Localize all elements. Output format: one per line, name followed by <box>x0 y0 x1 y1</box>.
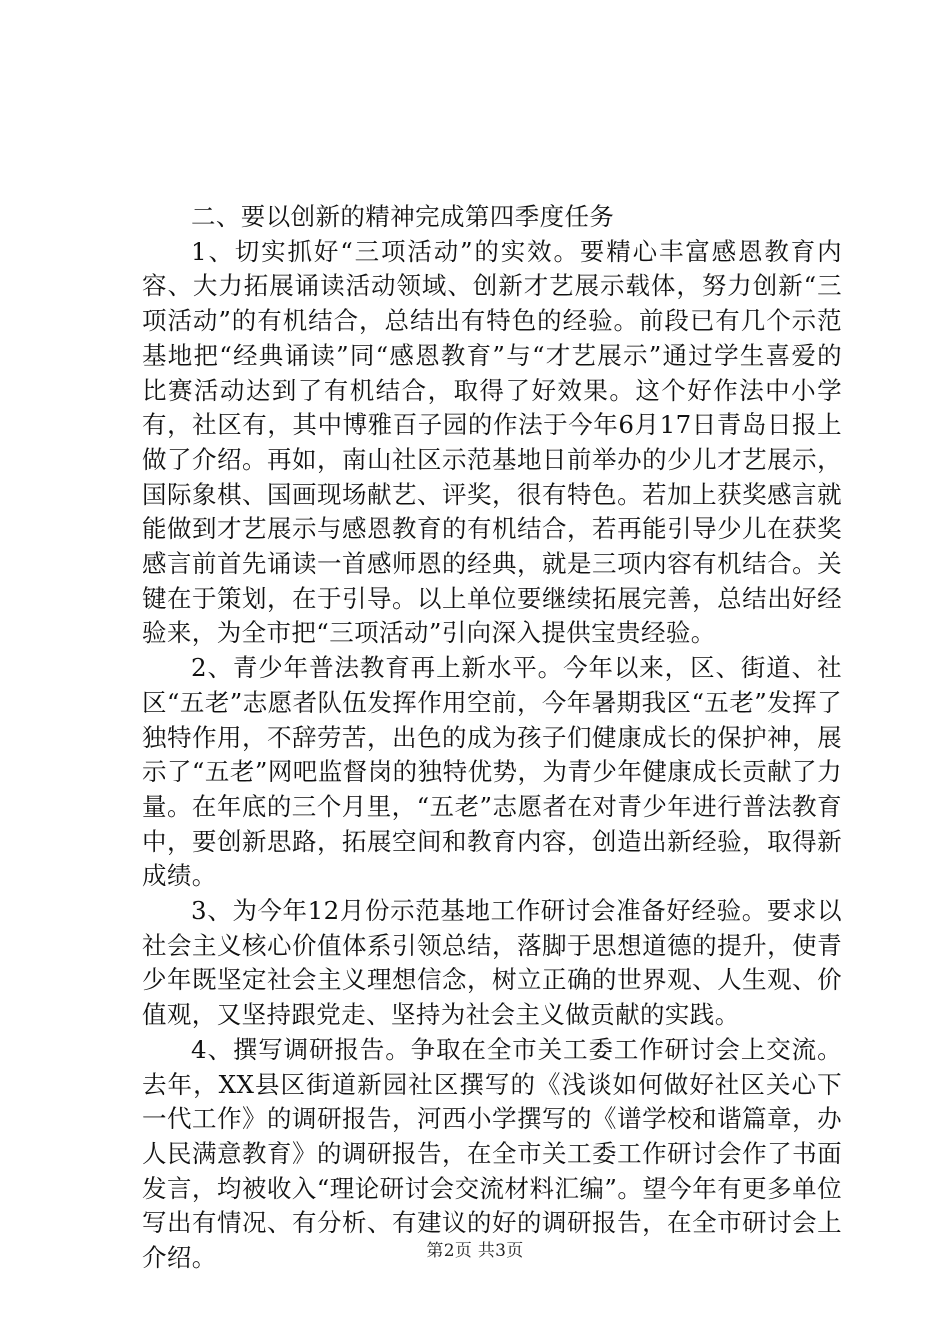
section-heading: 二、要以创新的精神完成第四季度任务 <box>191 202 615 231</box>
paragraph-2: 2、青少年普法教育再上新水平。今年以来，区、街道、社区“五老”志愿者队伍发挥作用空前，今年暑期我区“五老”发挥了独特作用，不辞劳苦，出色的成为孩子们健康成长的保护神，展示了“五老”网吧监督岗的独特优势，为青少年健康成长贡献了力量。在年底的三个月里，“五老”志愿者在对青少年进行普法教育中，要创新思路，拓展空间和教育内容，创造出新经验，取得新成绩。 <box>142 653 842 891</box>
paragraph-3: 3、为今年12月份示范基地工作研讨会准备好经验。要求以社会主义核心价值体系引领总结，落脚于思想道德的提升，使青少年既坚定社会主义理想信念，树立正确的世界观、人生观、价值观，又坚持跟党走、坚持为社会主义做贡献的实践。 <box>142 896 842 1030</box>
page-number-footer: 第2页 共3页 <box>426 1241 524 1261</box>
document-body <box>142 200 842 1276</box>
paragraph-4: 4、撰写调研报告。争取在全市关工委工作研讨会上交流。去年，XX县区街道新园社区撰写的《浅谈如何做好社区关心下一代工作》的调研报告，河西小学撰写的《谱学校和谐篇章，办人民满意教育》的调研报告，在全市关工委工作研讨会作了书面发言，均被收入“理论研讨会交流材料汇编”。望今年有更多单位写出有情况、有分析、有建议的好的调研报告，在全市研讨会上介绍。 <box>142 1034 842 1273</box>
paragraph-1: 1、切实抓好“三项活动”的实效。要精心丰富感恩教育内容、大力拓展诵读活动领域、创新才艺展示载体，努力创新“三项活动”的有机结合，总结出有特色的经验。前段已有几个示范基地把“经典诵读”同“感恩教育”与“才艺展示”通过学生喜爱的比赛活动达到了有机结合，取得了好效果。这个好作法中小学有，社区有，其中博雅百子园的作法于今年6月17日青岛日报上做了介绍。再如，南山社区示范基地日前举办的少儿才艺展示，国际象棋、国画现场献艺、评奖，很有特色。若加上获奖感言就能做到才艺展示与感恩教育的有机结合，若再能引导少儿在获奖感言前首先诵读一首感师恩的经典，就是三项内容有机结合。关键在于策划，在于引导。以上单位要继续拓展完善，总结出好经验来，为全市把“三项活动”引向深入提供宝贵经验。 <box>142 236 842 648</box>
